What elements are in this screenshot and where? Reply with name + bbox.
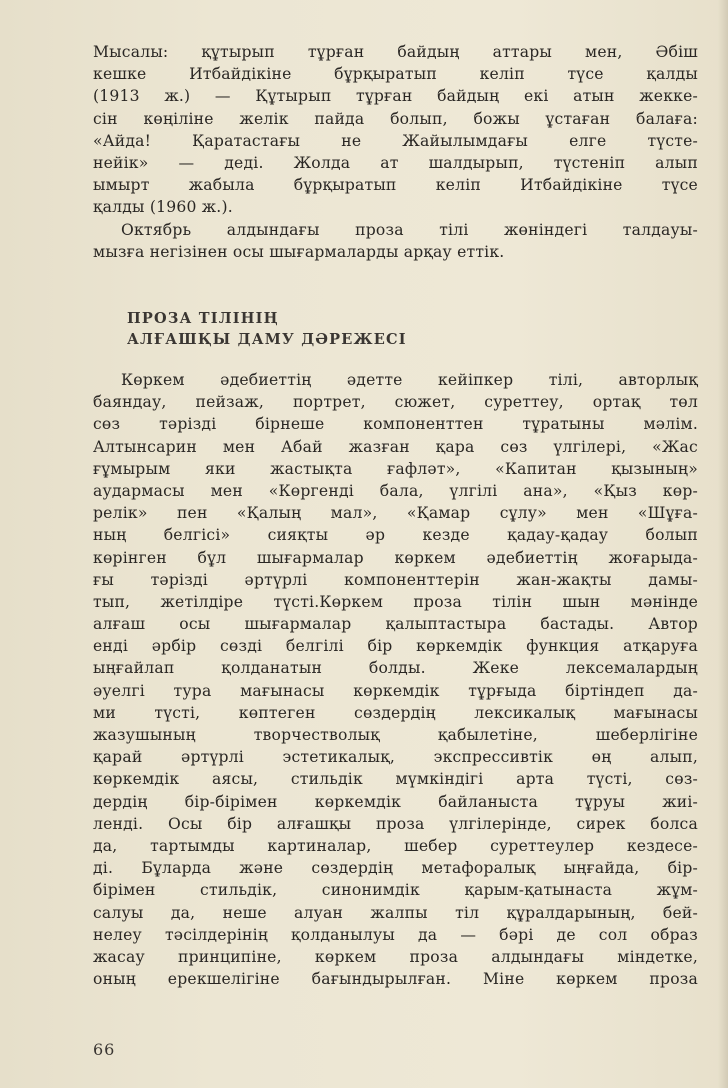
text-line: ғы тәрізді әртүрлі компоненттерін жан-жақты дамы- — [93, 570, 698, 589]
text-line: нелеу тәсілдерінің қолданылуы да — бәрі де сол образ — [93, 925, 698, 944]
text-line: Алтынсарин мен Абай жазған қара сөз үлгілері, «Жас — [93, 437, 698, 456]
paragraph-main — [93, 369, 698, 990]
text-line: көрінген бұл шығармалар көркем әдебиеттің жоғарыда- — [93, 548, 698, 567]
text-line: әуелгі тура мағынасы көркемдік тұрғыда біртіндеп да- — [93, 681, 698, 700]
text-line: Мысалы: құтырып тұрған байдың аттары мен, Әбіш — [93, 43, 698, 61]
text-line: ыңғайлап қолданатын болды. Жеке лексемалардың — [93, 659, 698, 678]
text-line: ғұмырым яки жастықта ғафләт», «Капитан қызының» — [93, 459, 698, 478]
text-line: (1913 ж.) — Құтырып тұрған байдың екі атын жекке- — [93, 87, 698, 106]
section-heading — [127, 308, 407, 350]
text-line: сөз тәрізді бірнеше компоненттен тұратыны мәлім. — [93, 415, 698, 434]
text-line: нейік» — деді. Жолда ат шалдырып, түстеніп алып — [93, 153, 698, 172]
text-line: тып, жетілдіре түсті.Көркем проза тілін шын мәнінде — [93, 592, 698, 611]
text-line: «Айда! Қаратастағы не Жайылымдағы елге түсте- — [93, 131, 698, 150]
text-line: сін көңіліне желік пайда болып, божы ұстаған балаға: — [93, 109, 698, 128]
text-line: аудармасы мен «Көргенді бала, үлгілі ана», «Қыз көр- — [93, 481, 698, 500]
text-line: Октябрь алдындағы проза тілі жөніндегі талдауы- — [121, 220, 698, 239]
text-line: Көркем әдебиеттің әдетте кейіпкер тілі, авторлық — [121, 371, 698, 389]
text-line: жазушының творчестволық қабылетіне, шеберлігіне — [93, 726, 698, 744]
text-line: көркемдік аясы, стильдік мүмкіндігі арта түсті, сөз- — [93, 770, 698, 789]
text-line: ді. Бұларда және сөздердің метафоралық ыңғайда, бір- — [93, 859, 698, 878]
text-line: ленді. Осы бір алғашқы проза үлгілерінде, сирек болса — [93, 814, 698, 833]
text-line: оның ерекшелігіне бағындырылған. Міне көркем проза — [93, 970, 698, 989]
text-line: ми түсті, көптеген сөздердің лексикалық мағынасы — [93, 703, 698, 722]
text-line: алғаш осы шығармалар қалыптастыра бастады. Автор — [93, 615, 698, 634]
text-line: жасау принципіне, көркем проза алдындағы міндетке, — [93, 947, 698, 966]
text-line: кешке Итбайдікіне бұрқыратып келіп түсе қалды — [93, 65, 698, 84]
section-heading-line: ПРОЗА ТІЛІНІҢ — [127, 310, 279, 327]
text-line: релік» пен «Қалың мал», «Қамар сұлу» мен «Шұға- — [93, 504, 698, 523]
text-line: дердің бір-бірімен көркемдік байланыста тұруы жиі- — [93, 792, 698, 811]
text-line: қалды (1960 ж.). — [93, 198, 233, 217]
text-line: мызға негізінен осы шығармаларды арқау еттік. — [93, 242, 505, 261]
text-line: ның белгісі» сияқты әр кезде қадау-қадау болып — [93, 526, 698, 545]
text-line: баяндау, пейзаж, портрет, сюжет, суреттеу, ортақ төл — [93, 393, 698, 412]
section-heading-line: АЛҒАШҚЫ ДАМУ ДӘРЕЖЕСІ — [127, 331, 407, 348]
text-line: бірімен стильдік, синонимдік қарым-қатынаста жұм- — [93, 881, 698, 900]
paragraph-example — [93, 41, 698, 263]
page-number: 66 — [93, 1040, 116, 1059]
text-line: енді әрбір сөзді белгілі бір көркемдік функция атқаруға — [93, 637, 698, 656]
text-line: да, тартымды картиналар, шебер суреттеулер кездесе- — [93, 836, 698, 855]
text-line: қарай әртүрлі эстетикалық, экспрессивтік өң алып, — [93, 748, 698, 767]
text-line: ымырт жабыла бұрқыратып келіп Итбайдікіне түсе — [93, 176, 698, 195]
text-line: салуы да, неше алуан жалпы тіл құралдарының, бей- — [93, 903, 698, 922]
